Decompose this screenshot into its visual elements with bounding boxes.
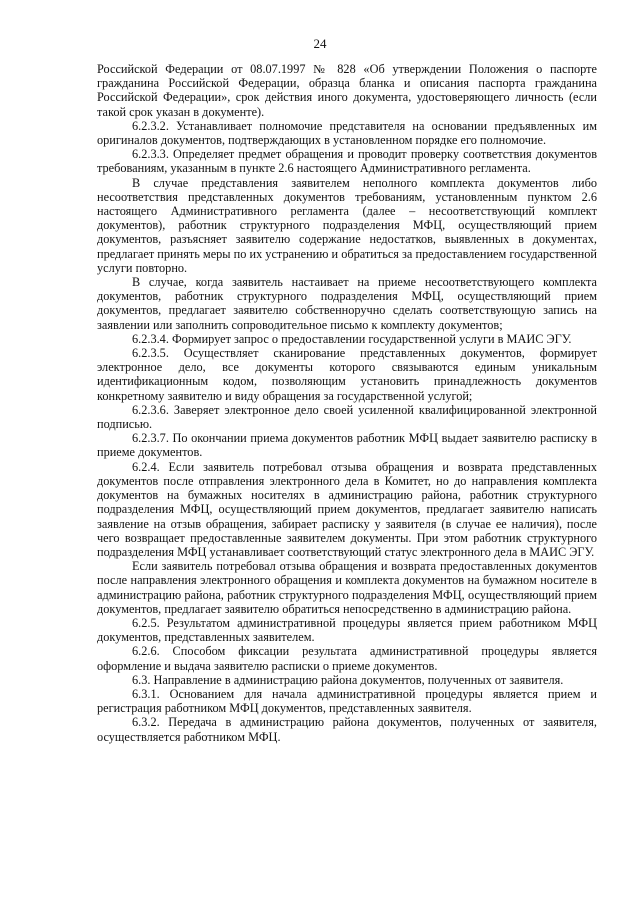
paragraph: 6.2.3.7. По окончании приема документов работник МФЦ выдает заявителю расписку в приеме документов. [97, 431, 597, 460]
paragraph: 6.3.2. Передача в администрацию района документов, полученных от заявителя, осуществляется работником МФЦ. [97, 715, 597, 744]
paragraph: 6.2.3.4. Формирует запрос о предоставлении государственной услуги в МАИС ЭГУ. [132, 331, 572, 346]
page-number: 24 [313, 36, 327, 51]
paragraph: 6.2.3.6. Заверяет электронное дело своей усиленной квалифицированной электронной подписью. [97, 402, 597, 432]
paragraph: 6.2.3.5. Осуществляет сканирование представленных документов, формирует электронное дело, все документы которого связываются единым уникальным идентификационным кодом, позволяющим установить принадлежность документов конкретному заявителю и виду обращения за государственной услугой; [97, 346, 597, 403]
paragraph: 6.2.3.3. Определяет предмет обращения и проводит проверку соответствия документов требованиям, указанным в пункте 2.6 настоящего Административного регламента. [97, 147, 597, 176]
paragraph: В случае представления заявителем неполного комплекта документов либо несоответствия представленных документов требованиям, установленным пунктом 2.6 настоящего Административного регламента (далее – несоответствующий комплект документов), работник структурного подразделения МФЦ, осуществляющий прием документов, разъясняет заявителю содержание недостатков, выявленных в документах, предлагает принять меры по их устранению и обратиться за предоставлением государственной услуги повторно. [97, 175, 597, 275]
paragraph: 6.2.3.2. Устанавливает полномочие представителя на основании предъявленных им оригиналов документов, подтверждающих в установленном порядке его полномочие. [97, 118, 597, 148]
paragraph: 6.3. Направление в администрацию района документов, полученных от заявителя. [132, 672, 564, 687]
paragraph: Если заявитель потребовал отзыва обращения и возврата предоставленных документов после направления электронного обращения и комплекта документов на бумажном носителе в администрацию района, работник структурного подразделения МФЦ, осуществляющий прием документов, предлагает заявителю обратиться непосредственно в администрацию района. [97, 559, 597, 616]
paragraph: 6.2.4. Если заявитель потребовал отзыва обращения и возврата представленных документов после отправления электронного дела в Комитет, но до направления комплекта документов на бумажных носителях в администрацию района, работник структурного подразделения МФЦ, осуществляющий прием документов, предлагает заявителю написать заявление на отзыв обращения, забирает расписку у заявителя (в случае ее наличия), после чего возвращает предоставленные заявителем документы. При этом работник структурного подразделения МФЦ устанавливает соответствующий статус электронного дела в МАИС ЭГУ. [97, 459, 597, 559]
paragraph: 6.3.1. Основанием для начала административной процедуры является прием и регистрация работником МФЦ документов, представленных заявителя. [97, 686, 597, 716]
paragraph: 6.2.5. Результатом административной процедуры является прием работником МФЦ документов, представленных заявителем. [97, 615, 597, 645]
document-body [97, 62, 597, 744]
paragraph: Российской Федерации от 08.07.1997 № 828 «Об утверждении Положения о паспорте гражданина Российской Федерации, образца бланка и описания паспорта гражданина Российской Федерации», срок действия иного документа, удостоверяющего личность (если такой срок указан в документе). [97, 62, 597, 119]
paragraph: 6.2.6. Способом фиксации результата административной процедуры является оформление и выдача заявителю расписки о приеме документов. [97, 644, 597, 673]
paragraph: В случае, когда заявитель настаивает на приеме несоответствующего комплекта документов, работник структурного подразделения МФЦ, осуществляющий прием документов, предлагает заявителю собственноручно сделать соответствующую запись на заявлении или заполнить сопроводительное письмо к комплекту документов; [97, 275, 597, 332]
